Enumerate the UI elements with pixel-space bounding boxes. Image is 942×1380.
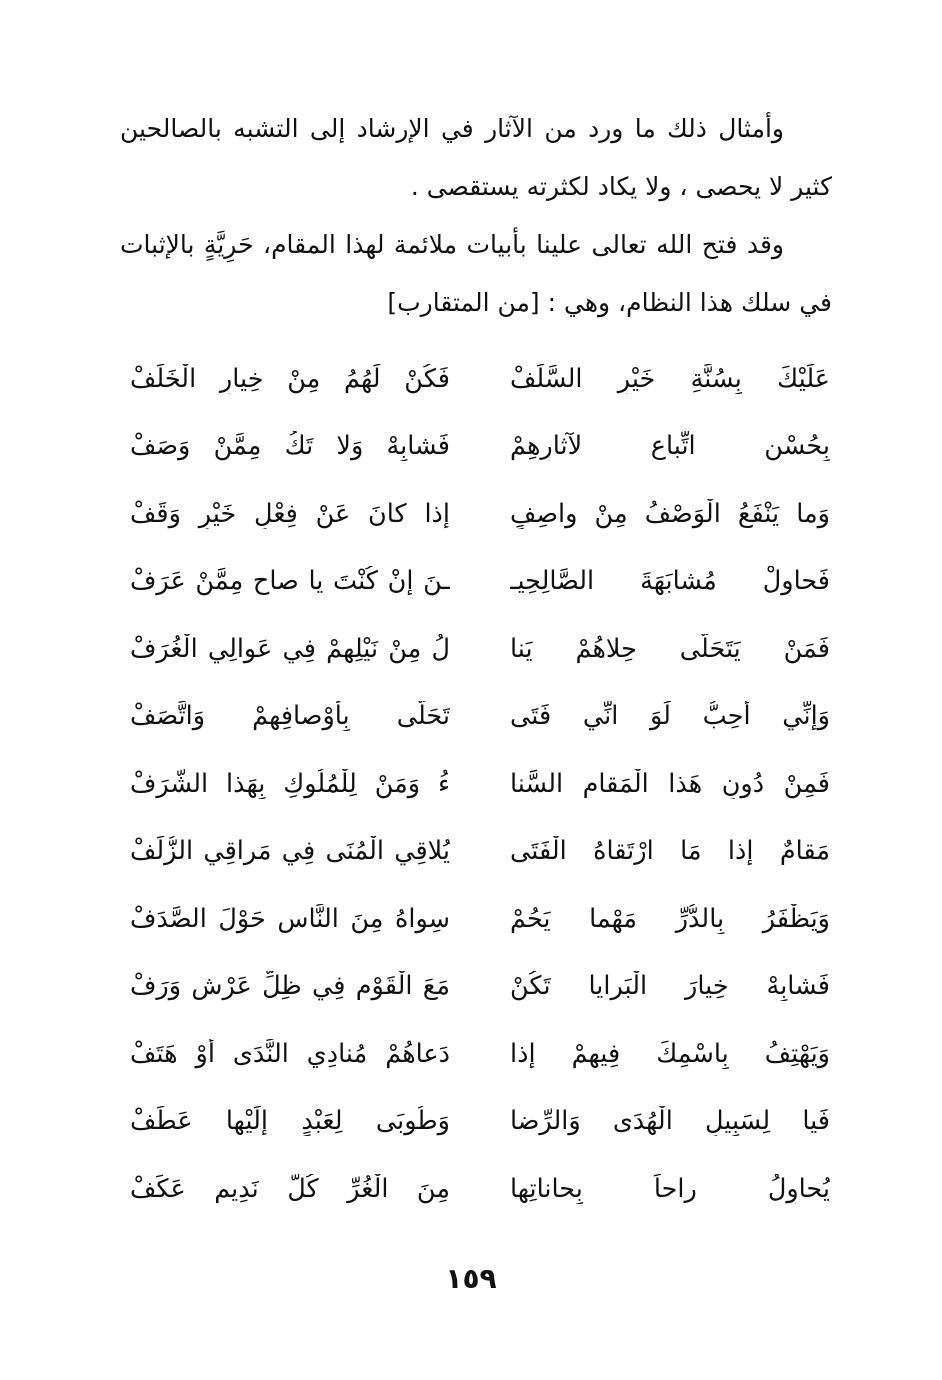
verse-line — [130, 750, 830, 818]
verse-first-hemistich: وَإنِّي أُحِبُّ لَوَ انِّي فَتَى — [510, 701, 830, 732]
verse-line — [130, 480, 830, 548]
verse-line — [130, 818, 830, 886]
verse-first-hemistich: بِحُسْنِ اتِّباعٍ لآثارِهِمْ — [510, 431, 830, 462]
verse-first-hemistich: وَما يَنْفَعُ الْوَصْفُ مِنْ واصِفٍ — [510, 498, 830, 529]
verse-line — [130, 885, 830, 953]
verse-second-hemistich: مَعَ الْقَوْمِ فِي ظِلِّ عَرْشٍ وَرَفْ — [130, 971, 450, 1002]
verse-line — [130, 548, 830, 616]
verse-second-hemistich: وَطُوبَى لِعَبْدٍ إلَيْها عَطَفْ — [130, 1106, 450, 1137]
verse-first-hemistich: يُحاوِلُ راحاً بِحاناتِها — [510, 1173, 830, 1204]
verse-second-hemistich: ءُ وَمَنْ لِلْمُلُوكِ بِهَذا الشَّرَفْ — [130, 768, 450, 799]
verse-line — [130, 953, 830, 1021]
verse-first-hemistich: فَمَنْ يَتَحَلَّى حِلاهُمْ يَنا — [510, 633, 830, 664]
verse-second-hemistich: لُ مِنْ نَيْلِهِمْ فِي عَوالِي الْغُرَفْ — [130, 633, 450, 664]
verse-line — [130, 1155, 830, 1223]
page-number: ١٥٩ — [445, 1262, 497, 1295]
paragraph-2 — [120, 216, 832, 332]
verse-second-hemistich: مِنَ الْغُرِّ كُلُّ نَدِيمٍ عَكَفْ — [130, 1173, 450, 1204]
verse-first-hemistich: فَيا لِسَبِيلِ الْهُدَى وَالرِّضا — [510, 1106, 830, 1137]
verse-second-hemistich: فَشابِهْ وَلا تَكُ مِمَّنْ وَصَفْ — [130, 431, 450, 462]
verse-second-hemistich: سِواهُ مِنَ النَّاسِ حَوْلَ الصَّدَفْ — [130, 903, 450, 934]
verse-second-hemistich: يُلاقِي الْمُنَى فِي مَراقِي الزُّلَفْ — [130, 836, 450, 867]
verse-line — [130, 345, 830, 413]
verse-second-hemistich: إذا كانَ عَنْ فِعْلِ خَيْرٍ وَقَفْ — [130, 498, 450, 529]
verse-line — [130, 1088, 830, 1156]
verse-line — [130, 1020, 830, 1088]
poem — [130, 345, 830, 1223]
verse-first-hemistich: فَحاوِلْ مُشابَهَةَ الصَّالِحِيـ — [510, 566, 830, 597]
meter-label: [من المتقارب] — [387, 288, 540, 317]
paragraph-1: وأمثال ذلك ما ورد من الآثار في الإرشاد إلى التشبه بالصالحين كثير لا يحصى ، ولا يكاد لكثرته يستقصى . — [120, 114, 832, 201]
verse-line — [130, 615, 830, 683]
verse-second-hemistich: تَحَلَّى بِأَوْصافِهِمْ وَاتَّصَفْ — [130, 701, 450, 732]
verse-first-hemistich: وَيَهْتِفُ بِاسْمِكَ فِيهِمْ إذا — [510, 1038, 830, 1069]
verse-first-hemistich: عَلَيْكَ بِسُنَّةِ خَيْرِ السَّلَفْ — [510, 363, 830, 394]
verse-line — [130, 683, 830, 751]
prose-block — [120, 100, 832, 332]
verse-first-hemistich: فَمِنْ دُونِ هَذا الْمَقامِ السَّنا — [510, 768, 830, 799]
verse-second-hemistich: فَكُنْ لَهُمُ مِنْ خِيارِ الْخَلَفْ — [130, 363, 450, 394]
verse-line — [130, 413, 830, 481]
verse-second-hemistich: ـنَ إنْ كُنْتَ يا صاحِ مِمَّنْ عَرَفْ — [130, 566, 450, 597]
paragraph-2-text: وقد فتح الله تعالى علينا بأبيات ملائمة لهذا المقام، حَرِيَّةٍ بالإثبات في سلك هذا النظام، وهي : — [120, 230, 832, 317]
verse-first-hemistich: مَقامٌ إذا مَا ارْتَقاهُ الْفَتَى — [510, 836, 830, 867]
verse-second-hemistich: دَعاهُمْ مُنادِي النَّدَى أَوْ هَتَفْ — [130, 1038, 450, 1069]
verse-first-hemistich: وَيَظْفَرُ بِالدُّرِّ مَهْما يَحُمْ — [510, 903, 830, 934]
verse-first-hemistich: فَشابِهْ خِيارَ الْبَرايا تَكُنْ — [510, 971, 830, 1002]
